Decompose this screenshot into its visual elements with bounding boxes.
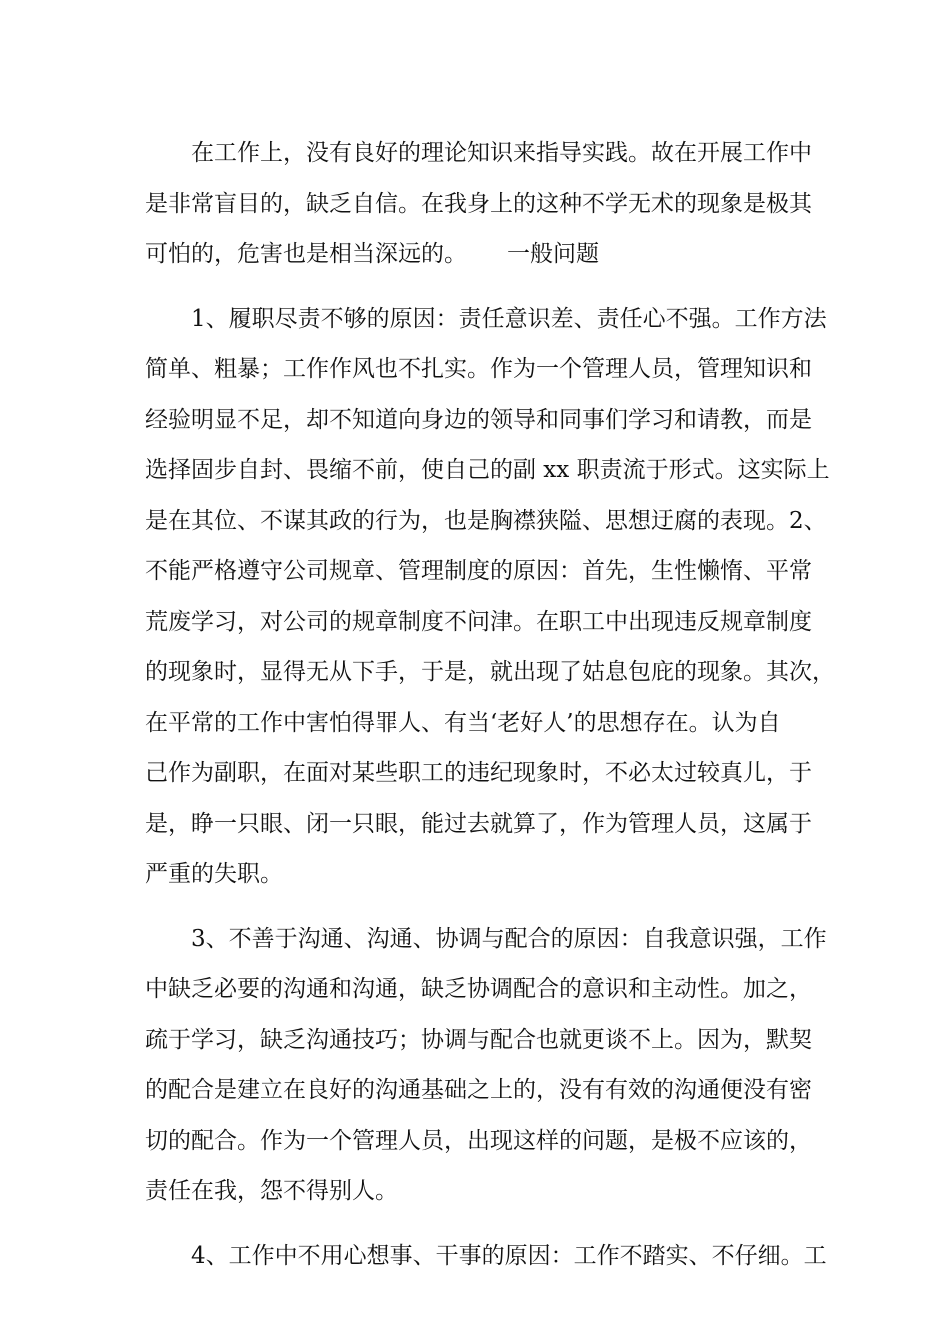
paragraph-line: 4、工作中不用心想事、干事的原因：工作不踏实、不仔细。工 xyxy=(191,1242,827,1269)
paragraph-line: 在工作上，没有良好的理论知识来指导实践。故在开展工作中 xyxy=(191,140,812,166)
paragraph-line: 是非常盲目的，缺乏自信。在我身上的这种不学无术的现象是极其 xyxy=(145,190,812,217)
paragraph-line: 选择固步自封、畏缩不前，使自己的副 xx 职责流于形式。这实际上 xyxy=(145,457,830,483)
paragraph-line: 不能严格遵守公司规章、管理制度的原因：首先，生性懒惰、平常 xyxy=(145,558,812,584)
paragraph-line: 的现象时，显得无从下手，于是，就出现了姑息包庇的现象。其次， xyxy=(145,659,835,685)
paragraph-line: 的配合是建立在良好的沟通基础之上的，没有有效的沟通便没有密 xyxy=(145,1077,812,1103)
paragraph-4 xyxy=(145,1231,827,1282)
paragraph-line: 荒废学习，对公司的规章制度不问津。在职工中出现违反规章制度 xyxy=(145,608,812,635)
document-body xyxy=(145,128,835,1281)
paragraph-line: 疏于学习，缺乏沟通技巧；协调与配合也就更谈不上。因为，默契 xyxy=(145,1026,812,1053)
paragraph-line: 3、不善于沟通、沟通、协调与配合的原因：自我意识强，工作 xyxy=(191,925,827,952)
paragraph-line: 己作为副职，在面对某些职工的违纪现象时，不必太过较真儿，于 xyxy=(145,760,812,786)
paragraph-line: 可怕的，危害也是相当深远的。 xyxy=(145,241,467,267)
paragraph-line: 1、履职尽责不够的原因：责任意识差、责任心不强。工作方法 xyxy=(191,305,827,332)
paragraph-line-with-heading xyxy=(145,229,810,280)
paragraph-line: 简单、粗暴；工作作风也不扎实。作为一个管理人员，管理知识和 xyxy=(145,356,812,382)
paragraph-line: 切的配合。作为一个管理人员，出现这样的问题，是极不应该的， xyxy=(145,1127,812,1154)
paragraph-2 xyxy=(145,294,835,900)
paragraph-line: 是在其位、不谋其政的行为，也是胸襟狭隘、思想迂腐的表现。2、 xyxy=(145,507,827,534)
paragraph-line: 责任在我，怨不得别人。 xyxy=(145,1178,398,1204)
paragraph-3 xyxy=(145,914,827,1217)
paragraph-line: 经验明显不足，却不知道向身边的领导和同事们学习和请教，而是 xyxy=(145,406,812,433)
paragraph-line: 是，睁一只眼、闭一只眼，能过去就算了，作为管理人员，这属于 xyxy=(145,810,812,837)
paragraph-line: 在平常的工作中害怕得罪人、有当‘老好人’的思想存在。认为自 xyxy=(145,709,781,736)
paragraph-line: 严重的失职。 xyxy=(145,861,283,887)
paragraph-1 xyxy=(145,128,810,280)
section-heading: 一般问题 xyxy=(507,241,599,267)
paragraph-line: 中缺乏必要的沟通和沟通，缺乏协调配合的意识和主动性。加之， xyxy=(145,976,812,1002)
